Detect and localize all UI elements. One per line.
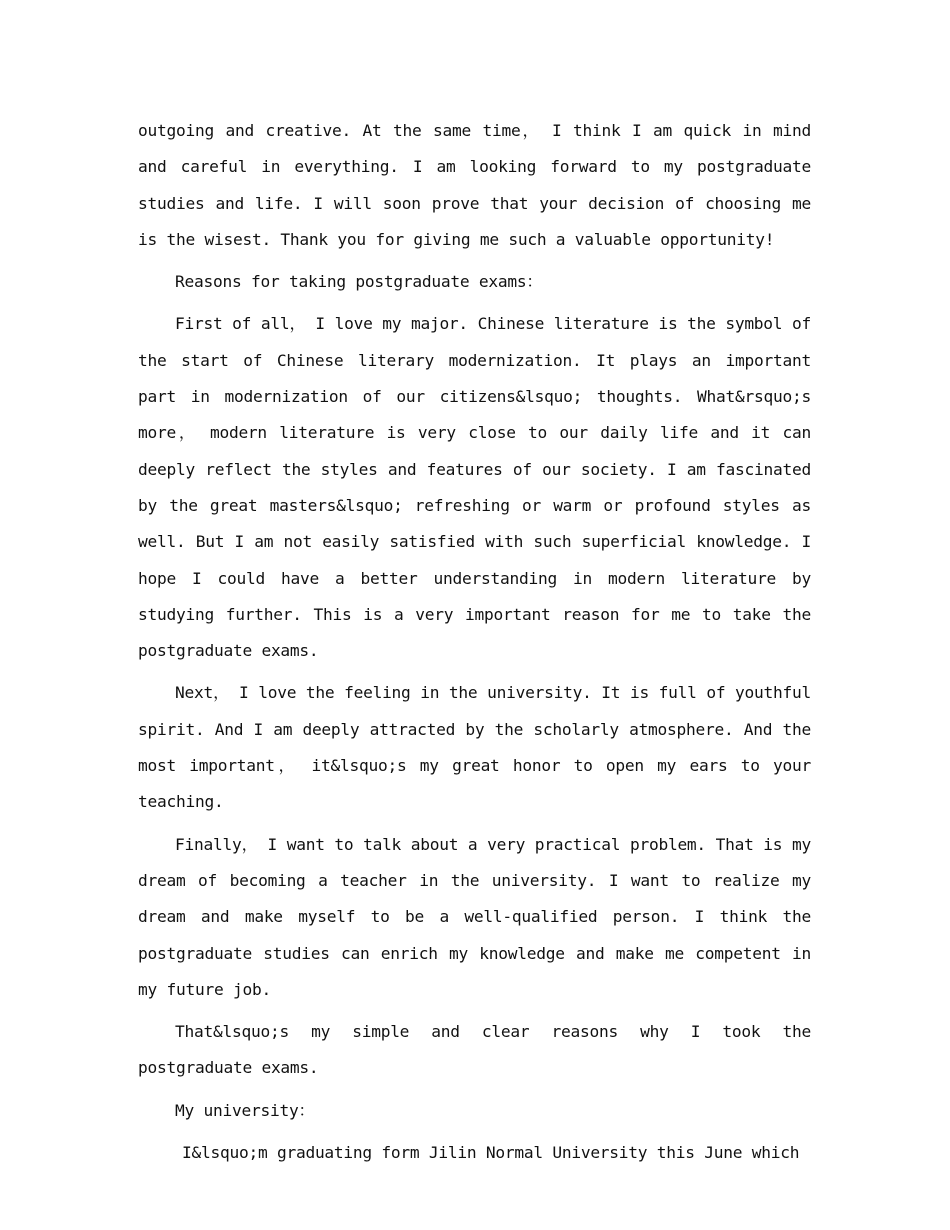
paragraph-university: I&lsquo;m graduating form Jilin Normal University this June which	[182, 1143, 800, 1163]
paragraph-first-of-all: First of all， I love my major. Chinese literature is the symbol of the start of Chinese literary modernization. It plays an important part in modernization of our citizens&lsquo; thoughts. What&rsquo;s more， modern literature is very close to our daily life and it can deeply reflect the styles and features of our society. I am fascinated by the great masters&lsquo; refreshing or warm or profound styles as well. But I am not easily satisfied with such superficial knowledge. I hope I could have a better understanding in modern literature by studying further. This is a very important reason for me to take the postgraduate exams.	[138, 314, 811, 661]
paragraph-conclusion: That&lsquo;s my simple and clear reasons why I took the postgraduate exams.	[138, 1022, 811, 1078]
heading-reasons: Reasons for taking postgraduate exams：	[175, 272, 543, 292]
paragraph-finally: Finally， I want to talk about a very practical problem. That is my dream of becoming a teacher in the university. I want to realize my dream and make myself to be a well-qualified person. I think the postgraduate studies can enrich my knowledge and make me competent in my future job.	[138, 834, 811, 999]
heading-my-university: My university：	[175, 1100, 315, 1120]
paragraph-continuation: outgoing and creative. At the same time， I think I am quick in mind and careful in everything. I am looking forward to my postgraduate studies and life. I will soon prove that your decision of choosing me is the wisest. Thank you for giving me such a valuable opportunity!	[138, 121, 811, 249]
paragraph-next: Next， I love the feeling in the university. It is full of youthful spirit. And I am deeply attracted by the scholarly atmosphere. And the most important， it&lsquo;s my great honor to open my ears to your teaching.	[138, 683, 811, 812]
document-body	[138, 113, 811, 1177]
